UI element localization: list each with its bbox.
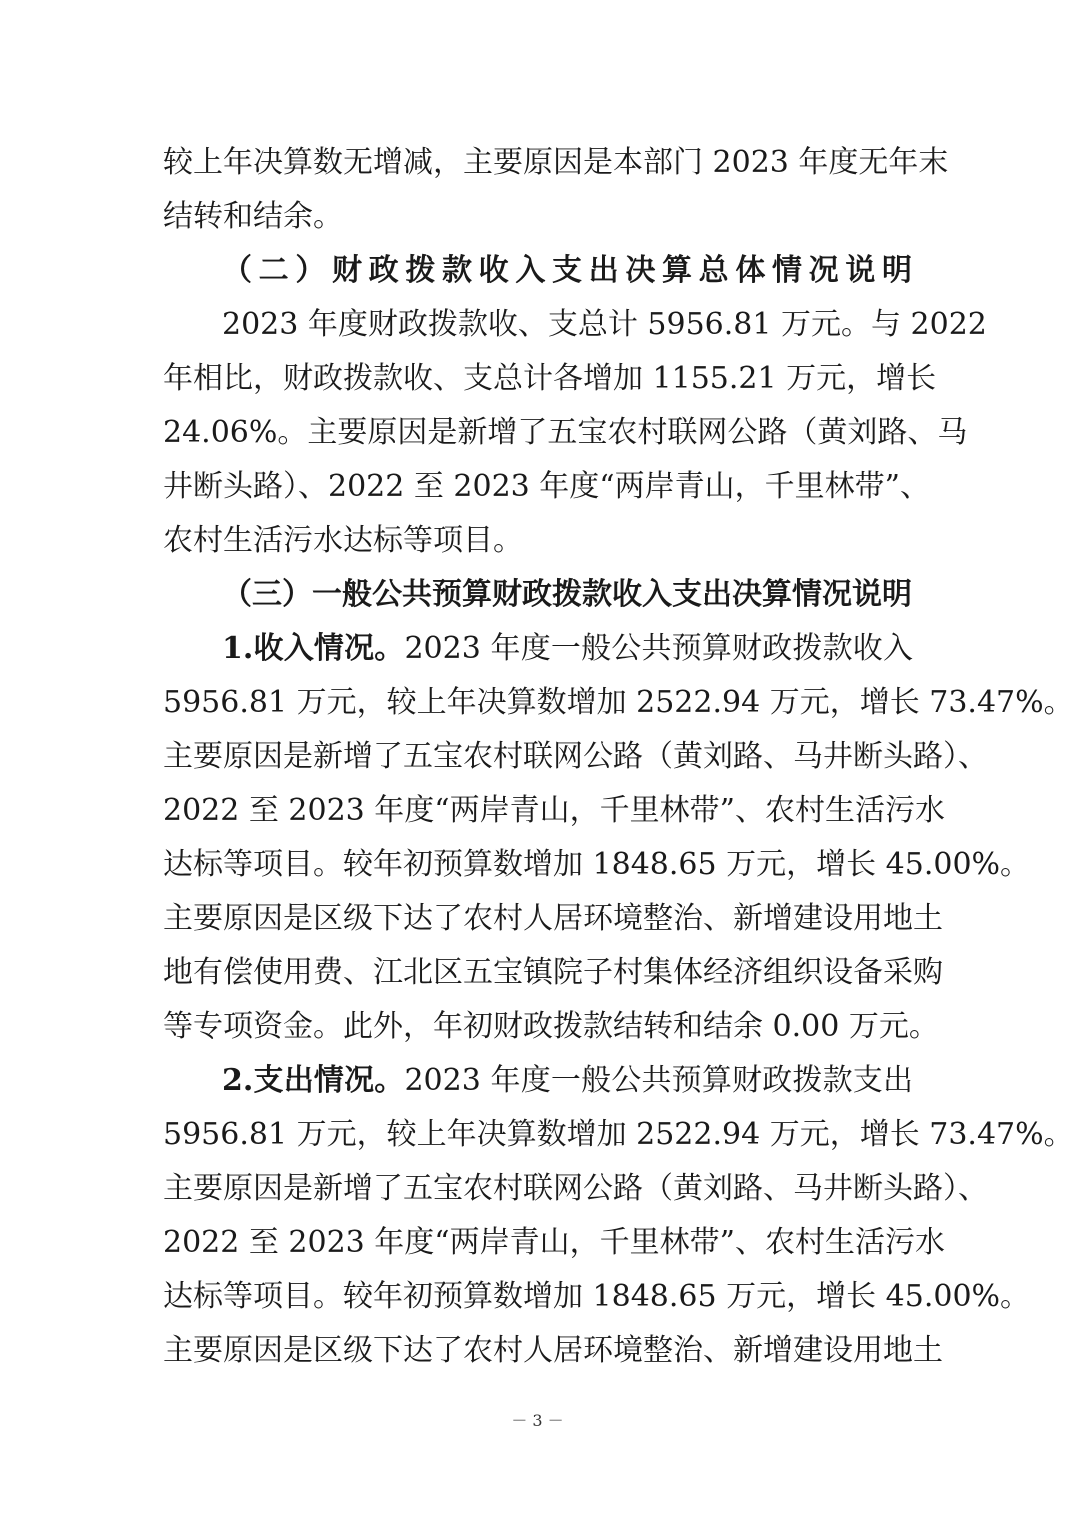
text-line: 达标等项目。较年初预算数增加 1848.65 万元，增长 45.00%。	[163, 847, 1031, 882]
section-heading: （二）财政拨款收入支出决算总体情况说明	[222, 253, 912, 288]
text-line: 较上年决算数无增减，主要原因是本部门 2023 年度无年末	[163, 145, 949, 180]
section-heading: （三）一般公共预算财政拨款收入支出决算情况说明	[222, 577, 912, 612]
text-line: 主要原因是区级下达了农村人居环境整治、新增建设用地土	[163, 1333, 943, 1368]
text-line: 等专项资金。此外，年初财政拨款结转和结余 0.00 万元。	[163, 1009, 939, 1044]
text-line	[222, 1061, 913, 1101]
text-line: 5956.81 万元，较上年决算数增加 2522.94 万元，增长 73.47%。	[163, 685, 1074, 720]
expense-label: 2.支出情况。	[222, 1063, 405, 1098]
text-line: 年相比，财政拨款收、支总计各增加 1155.21 万元，增长	[163, 361, 937, 396]
expense-text: 2023 年度一般公共预算财政拨款支出	[404, 1063, 913, 1098]
text-line: 2023 年度财政拨款收、支总计 5956.81 万元。与 2022	[222, 307, 987, 342]
page-number: － 3 －	[511, 1411, 564, 1430]
income-text: 2023 年度一般公共预算财政拨款收入	[404, 631, 913, 666]
text-line: 地有偿使用费、江北区五宝镇院子村集体经济组织设备采购	[163, 955, 943, 990]
text-line: 24.06%。主要原因是新增了五宝农村联网公路（黄刘路、马	[163, 415, 968, 450]
text-line	[222, 629, 913, 669]
text-line: 主要原因是新增了五宝农村联网公路（黄刘路、马井断头路）、	[163, 739, 988, 774]
text-line: 5956.81 万元，较上年决算数增加 2522.94 万元，增长 73.47%。	[163, 1117, 1074, 1152]
text-line: 结转和结余。	[163, 199, 343, 234]
text-line: 农村生活污水达标等项目。	[163, 523, 523, 558]
text-line: 主要原因是新增了五宝农村联网公路（黄刘路、马井断头路）、	[163, 1171, 988, 1206]
text-line: 达标等项目。较年初预算数增加 1848.65 万元，增长 45.00%。	[163, 1279, 1031, 1314]
text-line: 2022 至 2023 年度“两岸青山，千里林带”、农村生活污水	[163, 793, 945, 828]
income-label: 1.收入情况。	[222, 631, 405, 666]
text-line: 井断头路）、2022 至 2023 年度“两岸青山，千里林带”、	[163, 469, 930, 504]
text-line: 2022 至 2023 年度“两岸青山，千里林带”、农村生活污水	[163, 1225, 945, 1260]
text-line: 主要原因是区级下达了农村人居环境整治、新增建设用地土	[163, 901, 943, 936]
